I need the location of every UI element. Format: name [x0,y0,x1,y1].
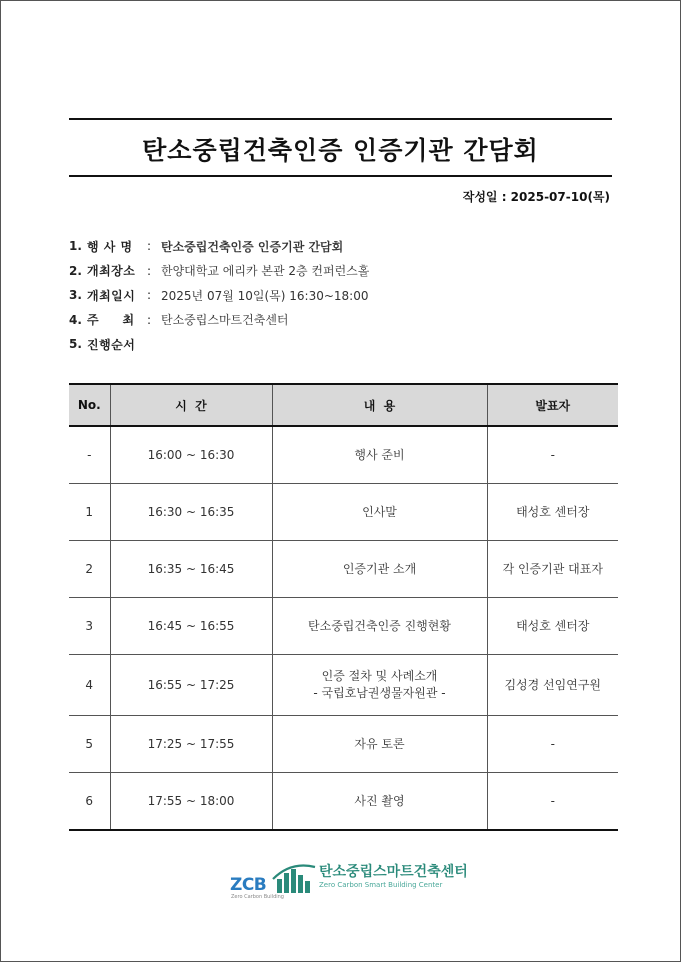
table-row [69,598,618,655]
cell-no: 6 [69,773,110,831]
logo-bar [298,875,303,893]
info-label: 행 사 명 [87,239,133,254]
info-row-host [69,308,629,333]
info-colon: : [147,263,152,278]
cell-content-line1: 인증 절차 및 사례소개 [321,669,438,683]
info-row-event-name [69,234,629,259]
cell-content: 자유 토론 [272,716,487,773]
info-colon: : [147,239,152,254]
cell-time: 16:00 ~ 16:30 [110,426,272,484]
info-number: 4. [69,312,82,327]
header-time: 시 간 [110,384,272,426]
cell-content-line2: - 국립호남권생물자원관 - [313,686,446,700]
header-presenter: 발표자 [487,384,618,426]
cell-time: 16:55 ~ 17:25 [110,655,272,716]
cell-presenter: 각 인증기관 대표자 [487,541,618,598]
cell-content: 행사 준비 [272,426,487,484]
cell-content: 사진 촬영 [272,773,487,831]
table-row [69,484,618,541]
info-number: 3. [69,288,82,303]
cell-presenter: 태성호 센터장 [487,598,618,655]
header-content: 내 용 [272,384,487,426]
logo-bar [291,869,296,893]
cell-presenter: 김성경 선임연구원 [487,655,618,716]
cell-time: 17:55 ~ 18:00 [110,773,272,831]
title-rule-top [69,118,612,120]
info-row-datetime [69,283,629,308]
info-row-venue [69,259,629,284]
table-row [69,426,618,484]
table-row [69,655,618,716]
info-colon: : [147,312,152,327]
info-colon: : [147,288,152,303]
info-label: 주 최 [87,313,135,328]
cell-no: 5 [69,716,110,773]
cell-content: 탄소중립건축인증 진행현황 [272,598,487,655]
event-info [69,234,629,357]
info-value: 2025년 07월 10일(목) 16:30~18:00 [161,288,369,303]
header-no: No. [69,384,110,426]
written-date: 작성일 : 2025-07-10(목) [462,190,610,204]
logo-abbreviation: ZCB [230,875,267,895]
cell-presenter: - [487,716,618,773]
organization-name-en: Zero Carbon Smart Building Center [319,881,443,889]
document-title: 탄소중립건축인증 인증기관 간담회 [142,136,539,165]
cell-no: 3 [69,598,110,655]
cell-no: 4 [69,655,110,716]
cell-time: 16:45 ~ 16:55 [110,598,272,655]
info-value: 탄소중립건축인증 인증기관 간담회 [161,239,344,254]
cell-time: 16:35 ~ 16:45 [110,541,272,598]
cell-content: 인사말 [272,484,487,541]
logo-bar [305,881,310,893]
info-label: 개최일시 [87,288,136,303]
info-value: 한양대학교 에리카 본관 2층 컨퍼런스홀 [161,264,370,279]
cell-no: - [69,426,110,484]
info-label: 개최장소 [87,264,136,279]
table-row [69,773,618,831]
cell-time: 17:25 ~ 17:55 [110,716,272,773]
table-row [69,716,618,773]
cell-no: 2 [69,541,110,598]
info-number: 2. [69,263,82,278]
table-header-row [69,384,618,426]
table-row [69,541,618,598]
info-number: 1. [69,239,82,254]
organization-name: 탄소중립스마트건축센터 [319,864,468,880]
cell-content [272,655,487,716]
info-label: 진행순서 [87,337,136,352]
cell-presenter: - [487,426,618,484]
info-number: 5. [69,337,82,352]
cell-time: 16:30 ~ 16:35 [110,484,272,541]
cell-presenter: 태성호 센터장 [487,484,618,541]
title-rule-bottom [69,175,612,177]
logo-bar [284,873,289,893]
info-row-program [69,332,629,357]
logo-bar [277,879,282,893]
schedule-table [69,383,618,831]
cell-presenter: - [487,773,618,831]
info-value: 탄소중립스마트건축센터 [161,313,289,328]
cell-no: 1 [69,484,110,541]
cell-content: 인증기관 소개 [272,541,487,598]
logo-tagline: Zero Carbon Building [231,894,284,900]
